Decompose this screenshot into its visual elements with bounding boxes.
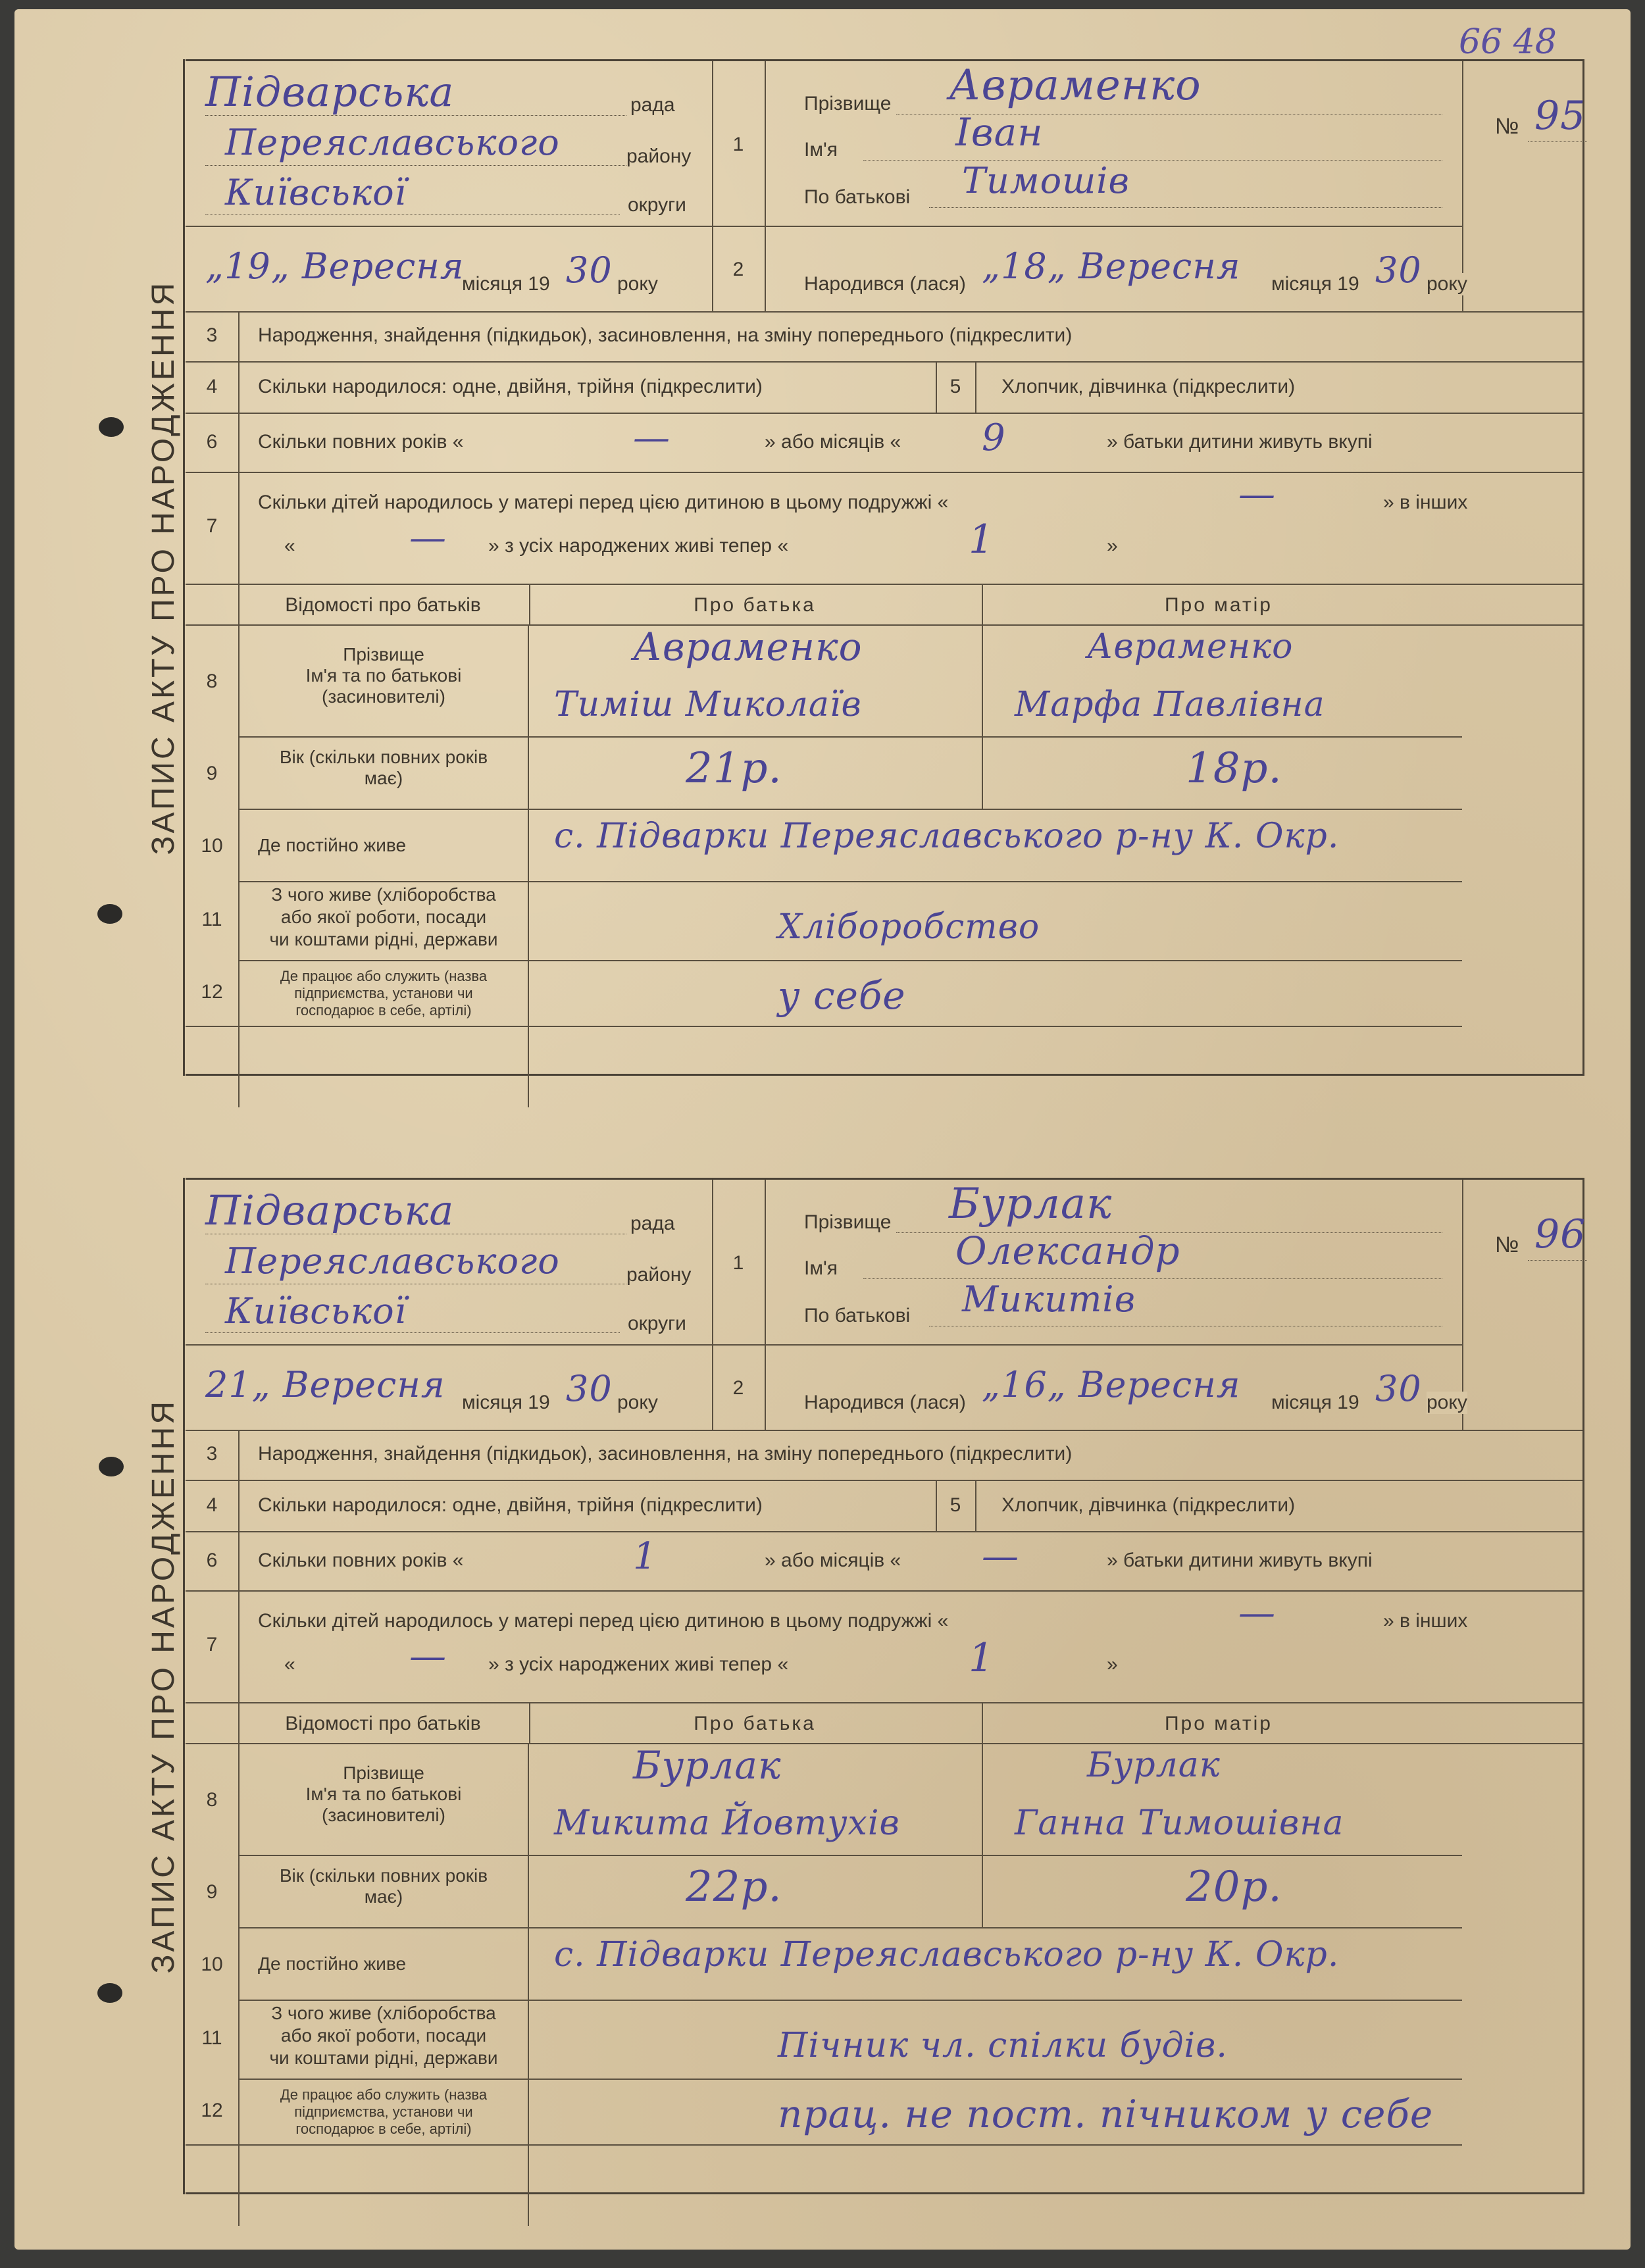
row-number: 6 — [206, 1550, 218, 1571]
name-label: Ім'я — [804, 139, 838, 161]
row-number: 6 — [206, 431, 218, 453]
registration-year-value: 30 — [566, 1368, 613, 1409]
row-number: 9 — [206, 763, 218, 784]
child-patronymic-value: Тимошів — [962, 160, 1130, 201]
okruh-value: Київської — [225, 172, 407, 213]
children-alive-value: 1 — [969, 1635, 995, 1681]
months-together-value: 9 — [982, 416, 1006, 459]
row-number: 3 — [206, 324, 218, 346]
registration-day-value: „19„ Вересня — [205, 245, 465, 287]
birth-month-label: місяця 19 — [1271, 273, 1359, 295]
registration-year-value: 30 — [566, 249, 613, 291]
birth-type-label: Народження, знайдення (підкидьок), засиновлення, на зміну попереднього (підкреслити) — [258, 1443, 1073, 1465]
residence-label: Де постійно живе — [258, 835, 407, 855]
child-sex-label: Хлопчик, дівчинка (підкреслити) — [1001, 1494, 1296, 1516]
row-number: 4 — [206, 376, 218, 397]
father-age-value: 22р. — [686, 1863, 782, 1911]
punch-hole — [99, 417, 124, 437]
parents-table — [186, 1743, 1582, 2226]
parent-name-label: Прізвище Ім'я та по батькові (засиновителі) — [305, 644, 462, 707]
children-alive-value: 1 — [969, 517, 995, 563]
registration-day-value: 21„ Вересня — [205, 1364, 445, 1405]
other-marriages-label: » в інших — [1383, 491, 1468, 513]
record-form — [186, 59, 1584, 1076]
child-surname-value: Бурлак — [949, 1180, 1113, 1228]
mother-surname-value: Бурлак — [1087, 1746, 1221, 1785]
surname-label: Прізвище — [804, 1211, 892, 1233]
header-block — [186, 1180, 1586, 1431]
livelihood-label: З чого живе (хліборобства або якої роботи, посади чи коштами рідні, держави — [269, 884, 498, 949]
father-name-value: Микита Йовтухів — [554, 1803, 900, 1843]
other-marriages-label: » в інших — [1383, 1610, 1468, 1632]
birth-year-value: 30 — [1375, 1368, 1422, 1409]
row-number: 12 — [201, 2100, 223, 2121]
row-number: 4 — [206, 1494, 218, 1516]
livelihood-value: Пічник чл. спілки будів. — [778, 2026, 1228, 2065]
rada-value: Підварська — [205, 68, 455, 116]
registration-year-label: року — [617, 273, 658, 295]
mother-age-value: 20р. — [1186, 1863, 1282, 1911]
child-name-value: Іван — [955, 110, 1044, 155]
mother-age-value: 18р. — [1186, 744, 1282, 793]
years-together-value: — — [633, 416, 671, 459]
years-together-label: Скільки повних років « — [258, 431, 464, 453]
row-7 — [186, 472, 1582, 585]
children-count-label: Скільки народилося: одне, двійня, трійня (підкреслити) — [258, 376, 763, 397]
years-together-label: Скільки повних років « — [258, 1550, 464, 1571]
punch-hole — [97, 1983, 122, 2003]
father-column-header: Про батька — [694, 594, 816, 616]
months-together-label: » або місяців « — [765, 431, 901, 453]
child-name-value: Олександр — [955, 1228, 1180, 1273]
row-number: 2 — [732, 259, 744, 280]
months-together-label: » або місяців « — [765, 1550, 901, 1571]
patronymic-label: По батькові — [804, 1305, 911, 1326]
quote-open: « — [284, 1653, 295, 1675]
side-title: ЗАПИС АКТУ ПРО НАРОДЖЕННЯ — [143, 59, 185, 1076]
rada-label: рада — [630, 1213, 675, 1234]
parent-name-label: Прізвище Ім'я та по батькові (засиновителі) — [305, 1763, 462, 1825]
parent-age-label: Вік (скільки повних років має) — [279, 1865, 488, 1907]
alive-children-label: » з усіх народжених живі тепер « — [488, 535, 789, 557]
okruh-label: округи — [628, 194, 686, 216]
raion-label: району — [626, 145, 692, 167]
punch-hole — [99, 1457, 124, 1476]
birth-year-value: 30 — [1375, 249, 1422, 291]
raion-label: району — [626, 1264, 692, 1286]
birth-record — [145, 1178, 1586, 2194]
children-other-value: — — [409, 1635, 447, 1678]
row-number: 3 — [206, 1443, 218, 1465]
birth-date-label: Народився (лася) — [804, 1392, 966, 1413]
father-column-header: Про батька — [694, 1713, 816, 1734]
years-together-value: 1 — [633, 1535, 657, 1578]
row-3 — [186, 1430, 1582, 1481]
row-number: 8 — [206, 670, 218, 692]
months-together-value: — — [982, 1535, 1019, 1578]
children-this-marriage-value: — — [1238, 1592, 1276, 1634]
raion-value: Переяславського — [225, 122, 560, 163]
row-6 — [186, 413, 1582, 473]
workplace-value: у себе — [778, 973, 906, 1018]
registration-month-label: місяця 19 — [462, 273, 550, 295]
residence-label: Де постійно живе — [258, 1953, 407, 1974]
record-number-value: 96 — [1534, 1211, 1586, 1257]
living-together-label: » батьки дитини живуть вкупі — [1107, 431, 1373, 453]
workplace-label: Де працює або служить (назва підприємства, установи чи господарює в себе, артілі) — [280, 2086, 488, 2137]
row-number: 11 — [201, 909, 222, 930]
row-number: 5 — [949, 376, 961, 397]
row-number: 12 — [201, 981, 223, 1003]
row-4 — [186, 361, 1582, 414]
header-block — [186, 61, 1586, 313]
previous-children-label: Скільки дітей народилось у матері перед цією дитиною в цьому подружжі « — [258, 1610, 949, 1632]
row-7 — [186, 1590, 1582, 1703]
name-label: Ім'я — [804, 1257, 838, 1279]
surname-label: Прізвище — [804, 93, 892, 114]
children-count-label: Скільки народилося: одне, двійня, трійня (підкреслити) — [258, 1494, 763, 1516]
father-name-value: Тиміш Миколаїв — [554, 685, 862, 724]
row-number: 11 — [201, 2027, 222, 2049]
mother-name-value: Марфа Павлівна — [1015, 685, 1325, 724]
birth-month-label: місяця 19 — [1271, 1392, 1359, 1413]
birth-day-value: „16„ Вересня — [982, 1364, 1241, 1405]
row-number: 2 — [732, 1377, 744, 1399]
children-this-marriage-value: — — [1238, 473, 1276, 516]
parents-table — [186, 624, 1582, 1107]
mother-name-value: Ганна Тимошівна — [1015, 1803, 1344, 1843]
row-number: 1 — [732, 134, 744, 155]
father-surname-value: Авраменко — [633, 624, 863, 669]
child-patronymic-value: Микитів — [962, 1278, 1136, 1320]
residence-value: с. Підварки Переяславського р-ну К. Окр. — [554, 1935, 1340, 1975]
workplace-value: прац. не пост. пічником у себе — [778, 2092, 1434, 2136]
row-number: 5 — [949, 1494, 961, 1516]
row-4 — [186, 1480, 1582, 1532]
row-number: 7 — [206, 515, 218, 537]
parent-age-label: Вік (скільки повних років має) — [279, 747, 488, 788]
row-number: 8 — [206, 1789, 218, 1811]
row-6 — [186, 1531, 1582, 1592]
father-surname-value: Бурлак — [633, 1743, 782, 1788]
birth-year-label: року — [1427, 273, 1467, 295]
children-other-value: — — [409, 517, 447, 559]
quote-close: » — [1107, 1653, 1118, 1675]
mother-column-header: Про матір — [1164, 594, 1273, 616]
row-3 — [186, 311, 1582, 363]
rada-label: рада — [630, 94, 675, 116]
mother-column-header: Про матір — [1164, 1713, 1273, 1734]
raion-value: Переяславського — [225, 1240, 560, 1282]
birth-year-label: року — [1427, 1392, 1467, 1413]
row-number: 10 — [201, 835, 223, 857]
mother-surname-value: Авраменко — [1087, 627, 1294, 667]
parents-header-row — [186, 584, 1582, 626]
row-number: 9 — [206, 1881, 218, 1903]
residence-value: с. Підварки Переяславського р-ну К. Окр. — [554, 817, 1340, 856]
parents-header: Відомості про батьків — [285, 594, 481, 616]
parents-header-row — [186, 1702, 1582, 1744]
row-number: 1 — [732, 1252, 744, 1274]
alive-children-label: » з усіх народжених живі тепер « — [488, 1653, 789, 1675]
registration-month-label: місяця 19 — [462, 1392, 550, 1413]
workplace-label: Де працює або служить (назва підприємства, установи чи господарює в себе, артілі) — [280, 968, 488, 1019]
birth-day-value: „18„ Вересня — [982, 245, 1241, 287]
quote-open: « — [284, 535, 295, 557]
quote-close: » — [1107, 535, 1118, 557]
patronymic-label: По батькові — [804, 186, 911, 208]
okruh-value: Київської — [225, 1290, 407, 1332]
child-sex-label: Хлопчик, дівчинка (підкреслити) — [1001, 376, 1296, 397]
living-together-label: » батьки дитини живуть вкупі — [1107, 1550, 1373, 1571]
record-number-label: № — [1495, 1232, 1519, 1257]
archive-number: 66 48 — [1459, 22, 1557, 62]
rada-value: Підварська — [205, 1186, 455, 1234]
birth-date-label: Народився (лася) — [804, 273, 966, 295]
previous-children-label: Скільки дітей народилось у матері перед цією дитиною в цьому подружжі « — [258, 491, 949, 513]
livelihood-label: З чого живе (хліборобства або якої роботи, посади чи коштами рідні, держави — [269, 2003, 498, 2068]
father-age-value: 21р. — [686, 744, 782, 793]
row-number: 10 — [201, 1953, 223, 1975]
okruh-label: округи — [628, 1313, 686, 1334]
side-title: ЗАПИС АКТУ ПРО НАРОДЖЕННЯ — [143, 1178, 185, 2194]
record-number-value: 95 — [1534, 93, 1586, 139]
birth-type-label: Народження, знайдення (підкидьок), засиновлення, на зміну попереднього (підкреслити) — [258, 324, 1073, 346]
birth-record — [145, 59, 1586, 1076]
registration-year-label: року — [617, 1392, 658, 1413]
livelihood-value: Хліборобство — [778, 907, 1040, 947]
record-number-label: № — [1495, 114, 1519, 139]
punch-hole — [97, 904, 122, 924]
row-number: 7 — [206, 1634, 218, 1655]
parents-header: Відомості про батьків — [285, 1713, 481, 1734]
child-surname-value: Авраменко — [949, 61, 1202, 110]
record-form — [186, 1178, 1584, 2194]
